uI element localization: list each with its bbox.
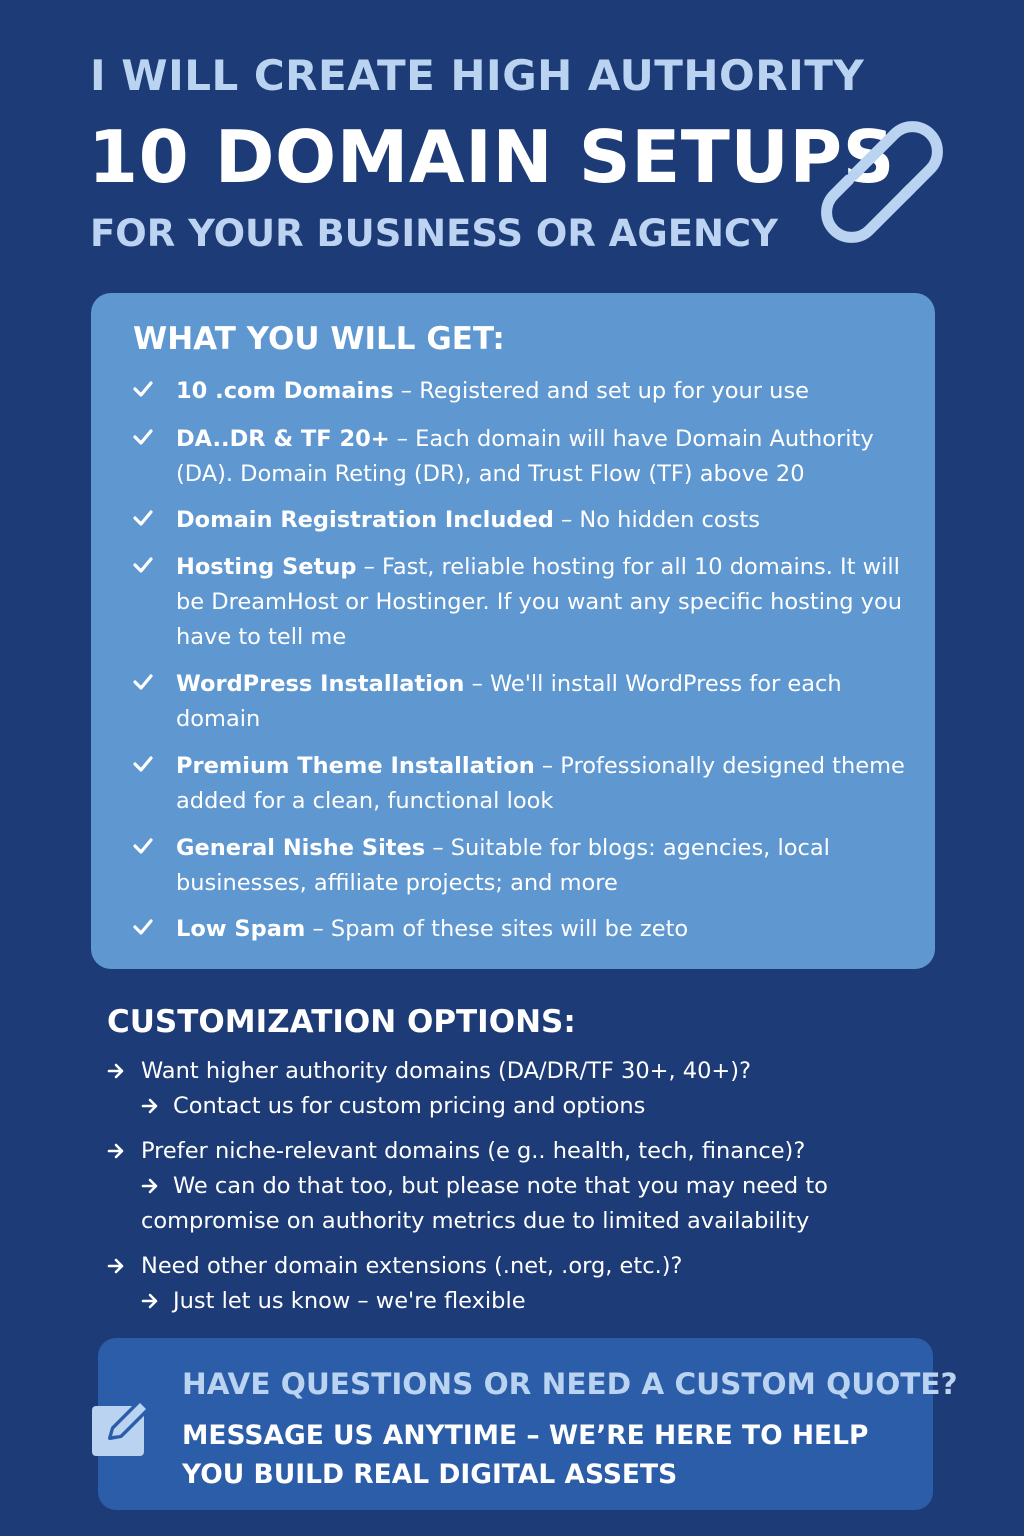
feature-label: 10 .com Domains	[176, 378, 394, 404]
header	[88, 51, 950, 255]
feature-item	[131, 503, 921, 538]
option-text: Prefer niche-relevant domains (e g.. health, tech, finance)?	[141, 1138, 806, 1164]
sub-title: FOR YOUR BUSINESS OR AGENCY	[90, 212, 778, 255]
feature-desc: – No hidden costs	[553, 507, 760, 533]
feature-desc: – Suitable for blogs: agencies, local businesses, affiliate projects; and more	[176, 835, 830, 896]
feature-item	[131, 550, 921, 655]
arrow-right-icon	[141, 1097, 159, 1115]
option-subtext: We can do that too, but please note that you may need to compromise on authority metrics due to limited availability	[141, 1173, 828, 1234]
option-item	[107, 1249, 937, 1319]
check-icon	[131, 553, 155, 577]
cta-box	[98, 1338, 958, 1510]
check-icon	[131, 377, 155, 401]
features-card	[91, 293, 935, 969]
arrow-right-icon	[107, 1142, 125, 1160]
arrow-right-icon	[107, 1062, 125, 1080]
feature-label: Low Spam	[176, 916, 306, 942]
link-icon	[805, 105, 960, 260]
feature-desc: – Professionally designed theme added for a clean, functional look	[176, 753, 905, 814]
feature-label: WordPress Installation	[176, 671, 465, 697]
feature-desc: – Registered and set up for your use	[393, 378, 810, 404]
option-subtext: Contact us for custom pricing and options	[173, 1093, 646, 1119]
arrow-right-icon	[141, 1177, 159, 1195]
feature-label: Premium Theme Installation	[176, 753, 535, 779]
feature-label: DA..DR & TF 20+	[176, 426, 390, 452]
cta-title: HAVE QUESTIONS OR NEED A CUSTOM QUOTE?	[182, 1367, 958, 1401]
feature-label: Hosting Setup	[176, 554, 357, 580]
feature-desc: – Fast, reliable hosting for all 10 domains. It will be DreamHost or Hostinger. If you want any specific hosting you have to tell me	[176, 554, 902, 650]
feature-desc: – Each domain will have Domain Authority (DA). Domain Reting (DR), and Trust Flow (TF) above 20	[176, 426, 874, 487]
features-title: WHAT YOU WILL GET:	[133, 321, 505, 357]
option-item	[107, 1054, 937, 1124]
feature-desc: – Spam of these sites will be zeto	[305, 916, 689, 942]
option-text: Need other domain extensions (.net, .org, etc.)?	[141, 1253, 683, 1279]
pre-title: I WILL CREATE HIGH AUTHORITY	[90, 51, 865, 100]
feature-item	[131, 749, 921, 819]
feature-item	[131, 831, 921, 901]
arrow-right-icon	[107, 1257, 125, 1275]
feature-item	[131, 667, 921, 737]
feature-item	[131, 912, 921, 947]
check-icon	[131, 670, 155, 694]
option-subtext: Just let us know – we're flexible	[173, 1288, 526, 1314]
feature-desc: – We'll install WordPress for each domain	[176, 671, 842, 732]
feature-label: General Nishe Sites	[176, 835, 426, 861]
check-icon	[131, 834, 155, 858]
main-title: 10 DOMAIN SETUPS	[88, 115, 895, 199]
check-icon	[131, 506, 155, 530]
check-icon	[131, 425, 155, 449]
feature-item	[131, 374, 921, 409]
feature-item	[131, 422, 921, 492]
cta-subtitle: MESSAGE US ANYTIME – WE’RE HERE TO HELP YOU BUILD REAL DIGITAL ASSETS	[182, 1420, 869, 1490]
feature-label: Domain Registration Included	[176, 507, 554, 533]
arrow-right-icon	[141, 1292, 159, 1310]
check-icon	[131, 915, 155, 939]
option-item	[107, 1134, 937, 1239]
option-text: Want higher authority domains (DA/DR/TF 30+, 40+)?	[141, 1058, 752, 1084]
customization-title: CUSTOMIZATION OPTIONS:	[107, 1004, 576, 1040]
check-icon	[131, 752, 155, 776]
edit-icon	[88, 1392, 156, 1460]
